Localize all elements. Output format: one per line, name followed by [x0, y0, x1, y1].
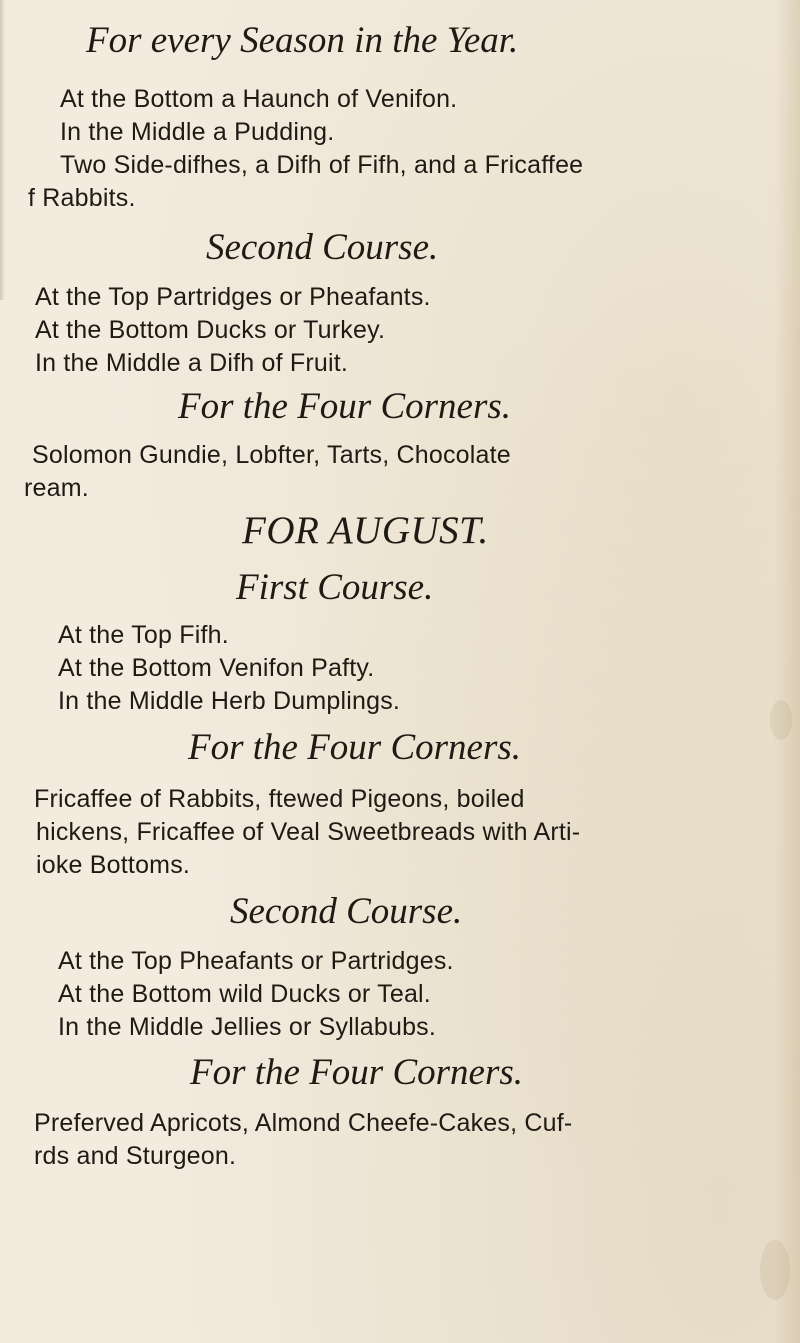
- text-line: In the Middle Jellies or Syllabubs.: [58, 1013, 437, 1041]
- text-line: ream.: [24, 474, 89, 502]
- text-line: At the Top Fifh.: [58, 621, 229, 649]
- text-line: hickens, Fricaffee of Veal Sweetbreads with Arti-: [36, 818, 581, 846]
- text-line: At the Top Partridges or Pheafants.: [35, 283, 431, 311]
- section-heading: First Course.: [236, 567, 434, 608]
- text-line: In the Middle a Pudding.: [60, 118, 335, 146]
- text-line: In the Middle a Difh of Fruit.: [35, 349, 349, 377]
- text-line: rds and Sturgeon.: [34, 1142, 237, 1170]
- section-heading: Second Course.: [230, 891, 463, 932]
- text-line: Two Side-difhes, a Difh of Fifh, and a Fricaffee: [60, 151, 584, 179]
- text-line: In the Middle Herb Dumplings.: [58, 687, 401, 715]
- section-heading: For the Four Corners.: [190, 1052, 523, 1093]
- running-title: For every Season in the Year.: [86, 20, 519, 61]
- section-heading: For the Four Corners.: [178, 386, 511, 427]
- text-line: At the Bottom wild Ducks or Teal.: [58, 980, 431, 1008]
- section-heading: For the Four Corners.: [188, 727, 521, 768]
- month-heading: FOR AUGUST.: [242, 509, 489, 552]
- paper-stain: [760, 1240, 790, 1300]
- text-line: Preferved Apricots, Almond Cheefe-Cakes, Cuf-: [34, 1109, 573, 1137]
- section-heading: Second Course.: [206, 227, 439, 268]
- page-left-border: [0, 0, 5, 300]
- text-line: At the Bottom a Haunch of Venifon.: [60, 85, 458, 113]
- text-line: ioke Bottoms.: [36, 851, 191, 879]
- paper-stain: [770, 700, 792, 740]
- text-line: At the Top Pheafants or Partridges.: [58, 947, 454, 975]
- text-line: At the Bottom Venifon Pafty.: [58, 654, 375, 682]
- text-line: Solomon Gundie, Lobfter, Tarts, Chocolate: [32, 441, 511, 469]
- text-line: f Rabbits.: [28, 184, 136, 212]
- text-line: At the Bottom Ducks or Turkey.: [35, 316, 386, 344]
- text-line: Fricaffee of Rabbits, ftewed Pigeons, boiled: [34, 785, 525, 813]
- page-right-shadow: [774, 0, 800, 1343]
